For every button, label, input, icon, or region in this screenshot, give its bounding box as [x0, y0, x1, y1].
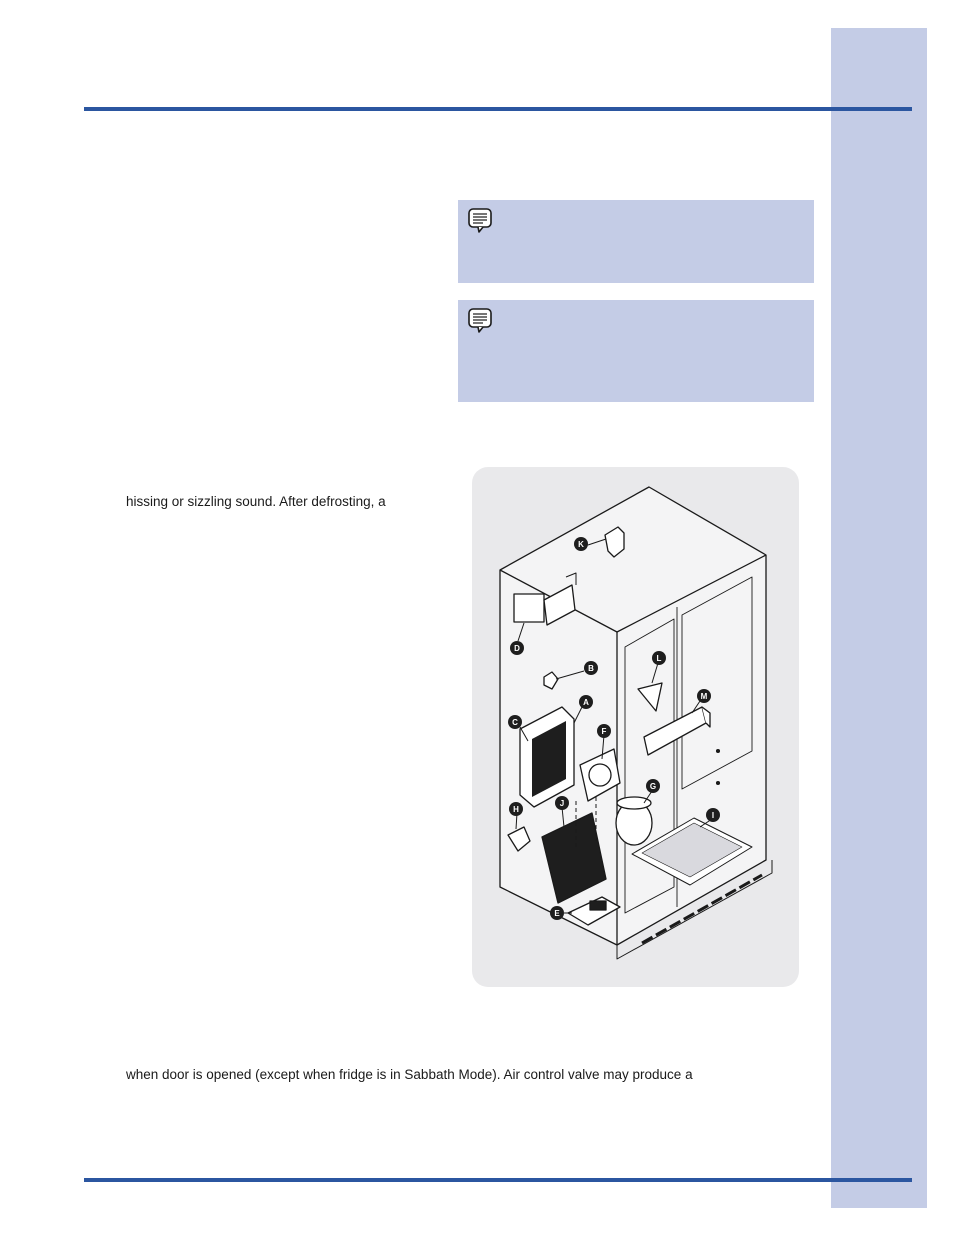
svg-text:E: E	[554, 909, 560, 918]
callout-e	[550, 906, 564, 920]
callout-j	[555, 796, 569, 810]
callout-c	[508, 715, 522, 729]
header-rule	[84, 107, 912, 111]
callout-i	[706, 808, 720, 822]
refrigerator-cutaway-illustration	[472, 467, 799, 987]
callout-l	[652, 651, 666, 665]
svg-text:L: L	[656, 654, 662, 663]
callout-d	[510, 641, 524, 655]
callout-a	[579, 695, 593, 709]
note-speech-bubble-icon	[466, 306, 494, 334]
note-box-1	[458, 200, 814, 283]
svg-text:J: J	[559, 799, 565, 808]
svg-text:B: B	[588, 664, 594, 673]
svg-text:A: A	[583, 698, 589, 707]
side-tab	[831, 28, 927, 1208]
note-speech-bubble-icon	[466, 206, 494, 234]
svg-text:K: K	[578, 540, 584, 549]
callout-h	[509, 802, 523, 816]
svg-text:M: M	[700, 692, 708, 701]
callout-m	[697, 689, 711, 703]
body-text-line-2: when door is opened (except when fridge is in Sabbath Mode). Air control valve may produce a	[126, 1067, 693, 1082]
svg-text:G: G	[649, 782, 657, 791]
svg-text:H: H	[513, 805, 519, 814]
svg-text:C: C	[512, 718, 518, 727]
svg-text:D: D	[514, 644, 520, 653]
note-box-2	[458, 300, 814, 402]
svg-text:F: F	[601, 727, 607, 736]
callout-b	[584, 661, 598, 675]
svg-text:I: I	[711, 811, 715, 820]
body-text-line-1: hissing or sizzling sound. After defrosting, a	[126, 494, 386, 509]
refrigerator-components-figure	[472, 467, 799, 987]
callout-g	[646, 779, 660, 793]
footer-rule	[84, 1178, 912, 1182]
callout-f	[597, 724, 611, 738]
callout-k	[574, 537, 588, 551]
